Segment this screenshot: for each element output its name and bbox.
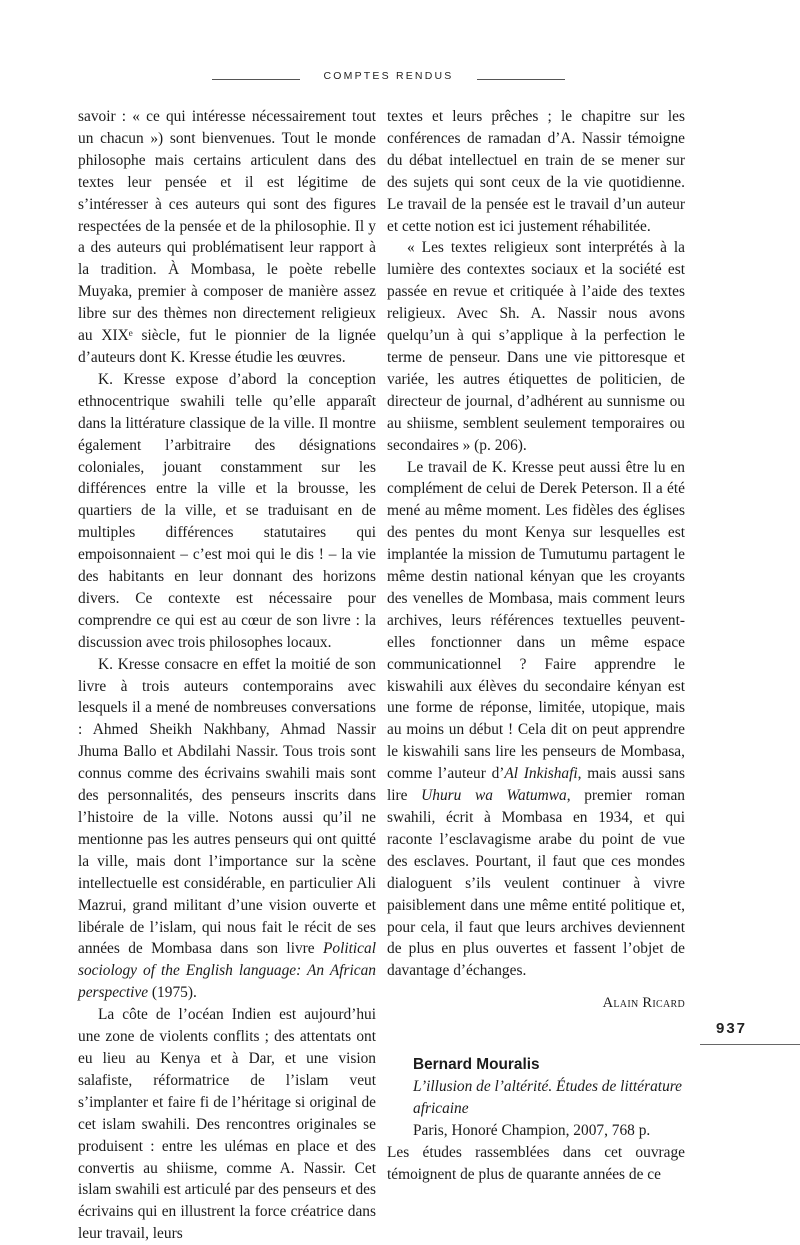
book-title: Political sociology of the English language: An African perspective — [78, 940, 376, 1002]
header-rule-left — [212, 79, 300, 80]
paragraph-text: Le travail de K. Kresse peut aussi être lu en complément de celui de Derek Peterson. Il a été mené au même moment. Les fidèles des églises des pentes du mont Kenya sur lesquelles est implantée la mission de Tumutumu partagent le même destin national kényan que les croyants des venelles de Mombasa, mais comment leurs archives, leurs références textuelles peuvent-elles fonctionner dans un même espace communicationnel ? Faire apprendre le kiswahili aux élèves du secondaire kényan est une forme de réponse, limitée, utopique, mais au moins un début ! Cela dit on peut apprendre le kiswahili sans lire les penseurs de Mombasa, comme l’auteur d’ — [387, 458, 685, 783]
right-column — [387, 106, 685, 1186]
paragraph-text: , premier roman swahili, écrit à Mombasa en 1934, et qui raconte l’esclavagisme arabe du point de vue des esclaves. Pourtant, il faut que ces mondes dialoguent s’ils veulent continuer à vivre paisiblement dans une même entité politique et, pour cela, il faut que leurs archives deviennent de plus en plus ouvertes et fassent l’objet de davantage d’échanges. — [387, 787, 686, 980]
paragraph: La côte de l’océan Indien est aujourd’hui une zone de violents conflits ; des attentats ont eu lieu au Kenya et à Dar, et une vision salafiste, réformatrice de l’islam veut s’implanter et faire fi de l’héritage si original de cet islam swahili. Des rencontres originales se produisent : entre les ulémas en place et des convertis au shiisme, comme A. Nassir. Cet islam swahili est articulé par des penseurs et des écrivains qui en illustrent la force créatrice dans leur travail, leurs — [78, 1006, 376, 1243]
page-number-rule — [700, 1044, 800, 1045]
paragraph: savoir : « ce qui intéresse nécessairement tout un chacun ») sont bienvenues. Tout le monde philosophe mais certains articulent dans des textes leur pensée et il est légitime de s’intéresser à ces auteurs qui sont des figures respectées de la pensée et de la philosophie. Il y a des auteurs qui problématisent leur rapport à la tradition. À Mombasa, le poète rebelle Muyaka, premier à composer de manière assez libre sur des thèmes non directement religieux au XIXᵉ siècle, fut le pionnier de la lignée d’auteurs dont K. Kresse étudie les œuvres. — [78, 108, 376, 366]
paragraph — [78, 654, 376, 1005]
review-publisher: Paris, Honoré Champion, 2007, 768 p. — [413, 1121, 651, 1139]
review-author: Bernard Mouralis — [413, 1056, 540, 1074]
paragraph: textes et leurs prêches ; le chapitre sur les conférences de ramadan d’A. Nassir témoigne du débat intellectuel en train de se mener sur des sujets qui sont ceux de la vie quotidienne. Le travail de la pensée est le travail d’un auteur et cette notion est ici justement réhabilitée. — [387, 108, 685, 235]
review-signature: Alain Ricard — [602, 995, 685, 1012]
paragraph: K. Kresse expose d’abord la conception ethnocentrique swahili telle qu’elle apparaît dans la littérature classique de la ville. Il montre également l’arbitraire des désignations coloniales, jouant constamment sur les différences entre la ville et la brousse, les quartiers de la ville, et se traduisant en de multiples différences statutaires qui empoisonnaient – c’est moi qui le dis ! – la vie des habitants en leur donnant des horizons divers. Ce contexte est nécessaire pour comprendre ce qui est au cœur de son livre : la discussion avec trois philosophes locaux. — [78, 370, 376, 651]
running-header — [0, 70, 800, 90]
running-title: COMPTES RENDUS — [323, 70, 454, 82]
page-number: 937 — [716, 1020, 748, 1037]
review-book-title: L’illusion de l’altérité. Études de littérature africaine — [413, 1078, 683, 1117]
quotation-paragraph: « Les textes religieux sont interprétés à la lumière des contextes sociaux et la société est passée en revue et critiquée à l’aide des textes religieux. Avec Sh. A. Nassir nous avons quelqu’un à qui s’applique à la perfection le terme de penseur. Dans une vie pittoresque et variée, les autres étiquettes de politicien, de directeur de journal, d’adhérent au sunnisme ou au shiisme, semblent seulement temporaires ou secondaires » (p. 206). — [387, 239, 685, 454]
left-column — [78, 106, 376, 1245]
paragraph-text: (1975). — [148, 984, 197, 1002]
paragraph-text: , mais aussi sans lire — [387, 765, 685, 805]
paragraph: Les études rassemblées dans cet ouvrage témoignent de plus de quarante années de ce — [387, 1143, 685, 1183]
paragraph-text: K. Kresse consacre en effet la moitié de son livre à trois auteurs contemporains avec lesquels il a mené de nombreuses conversations : Ahmed Sheikh Nakhbany, Ahmad Nassir Jhuma Ballo et Abdilahi Nassir. Tous trois sont connus comme des écrivains swahili mais sont des personnalités, des penseurs inscrits dans l’histoire de la ville. Notons aussi qu’il ne mentionne pas les autres penseurs qui ont quitté la ville, mais dont l’importance sur la scène intellectuelle est considérable, en particulier Ali Mazrui, grand militant d’une vision ouverte et libérale de l’islam, qui nous fait le récit de ses années de Mombasa dans son livre — [78, 655, 376, 958]
book-title: Al Inkishafi — [504, 765, 578, 783]
paragraph — [387, 457, 685, 983]
header-rule-right — [477, 79, 565, 80]
book-title: Uhuru wa Watumwa — [421, 787, 567, 805]
